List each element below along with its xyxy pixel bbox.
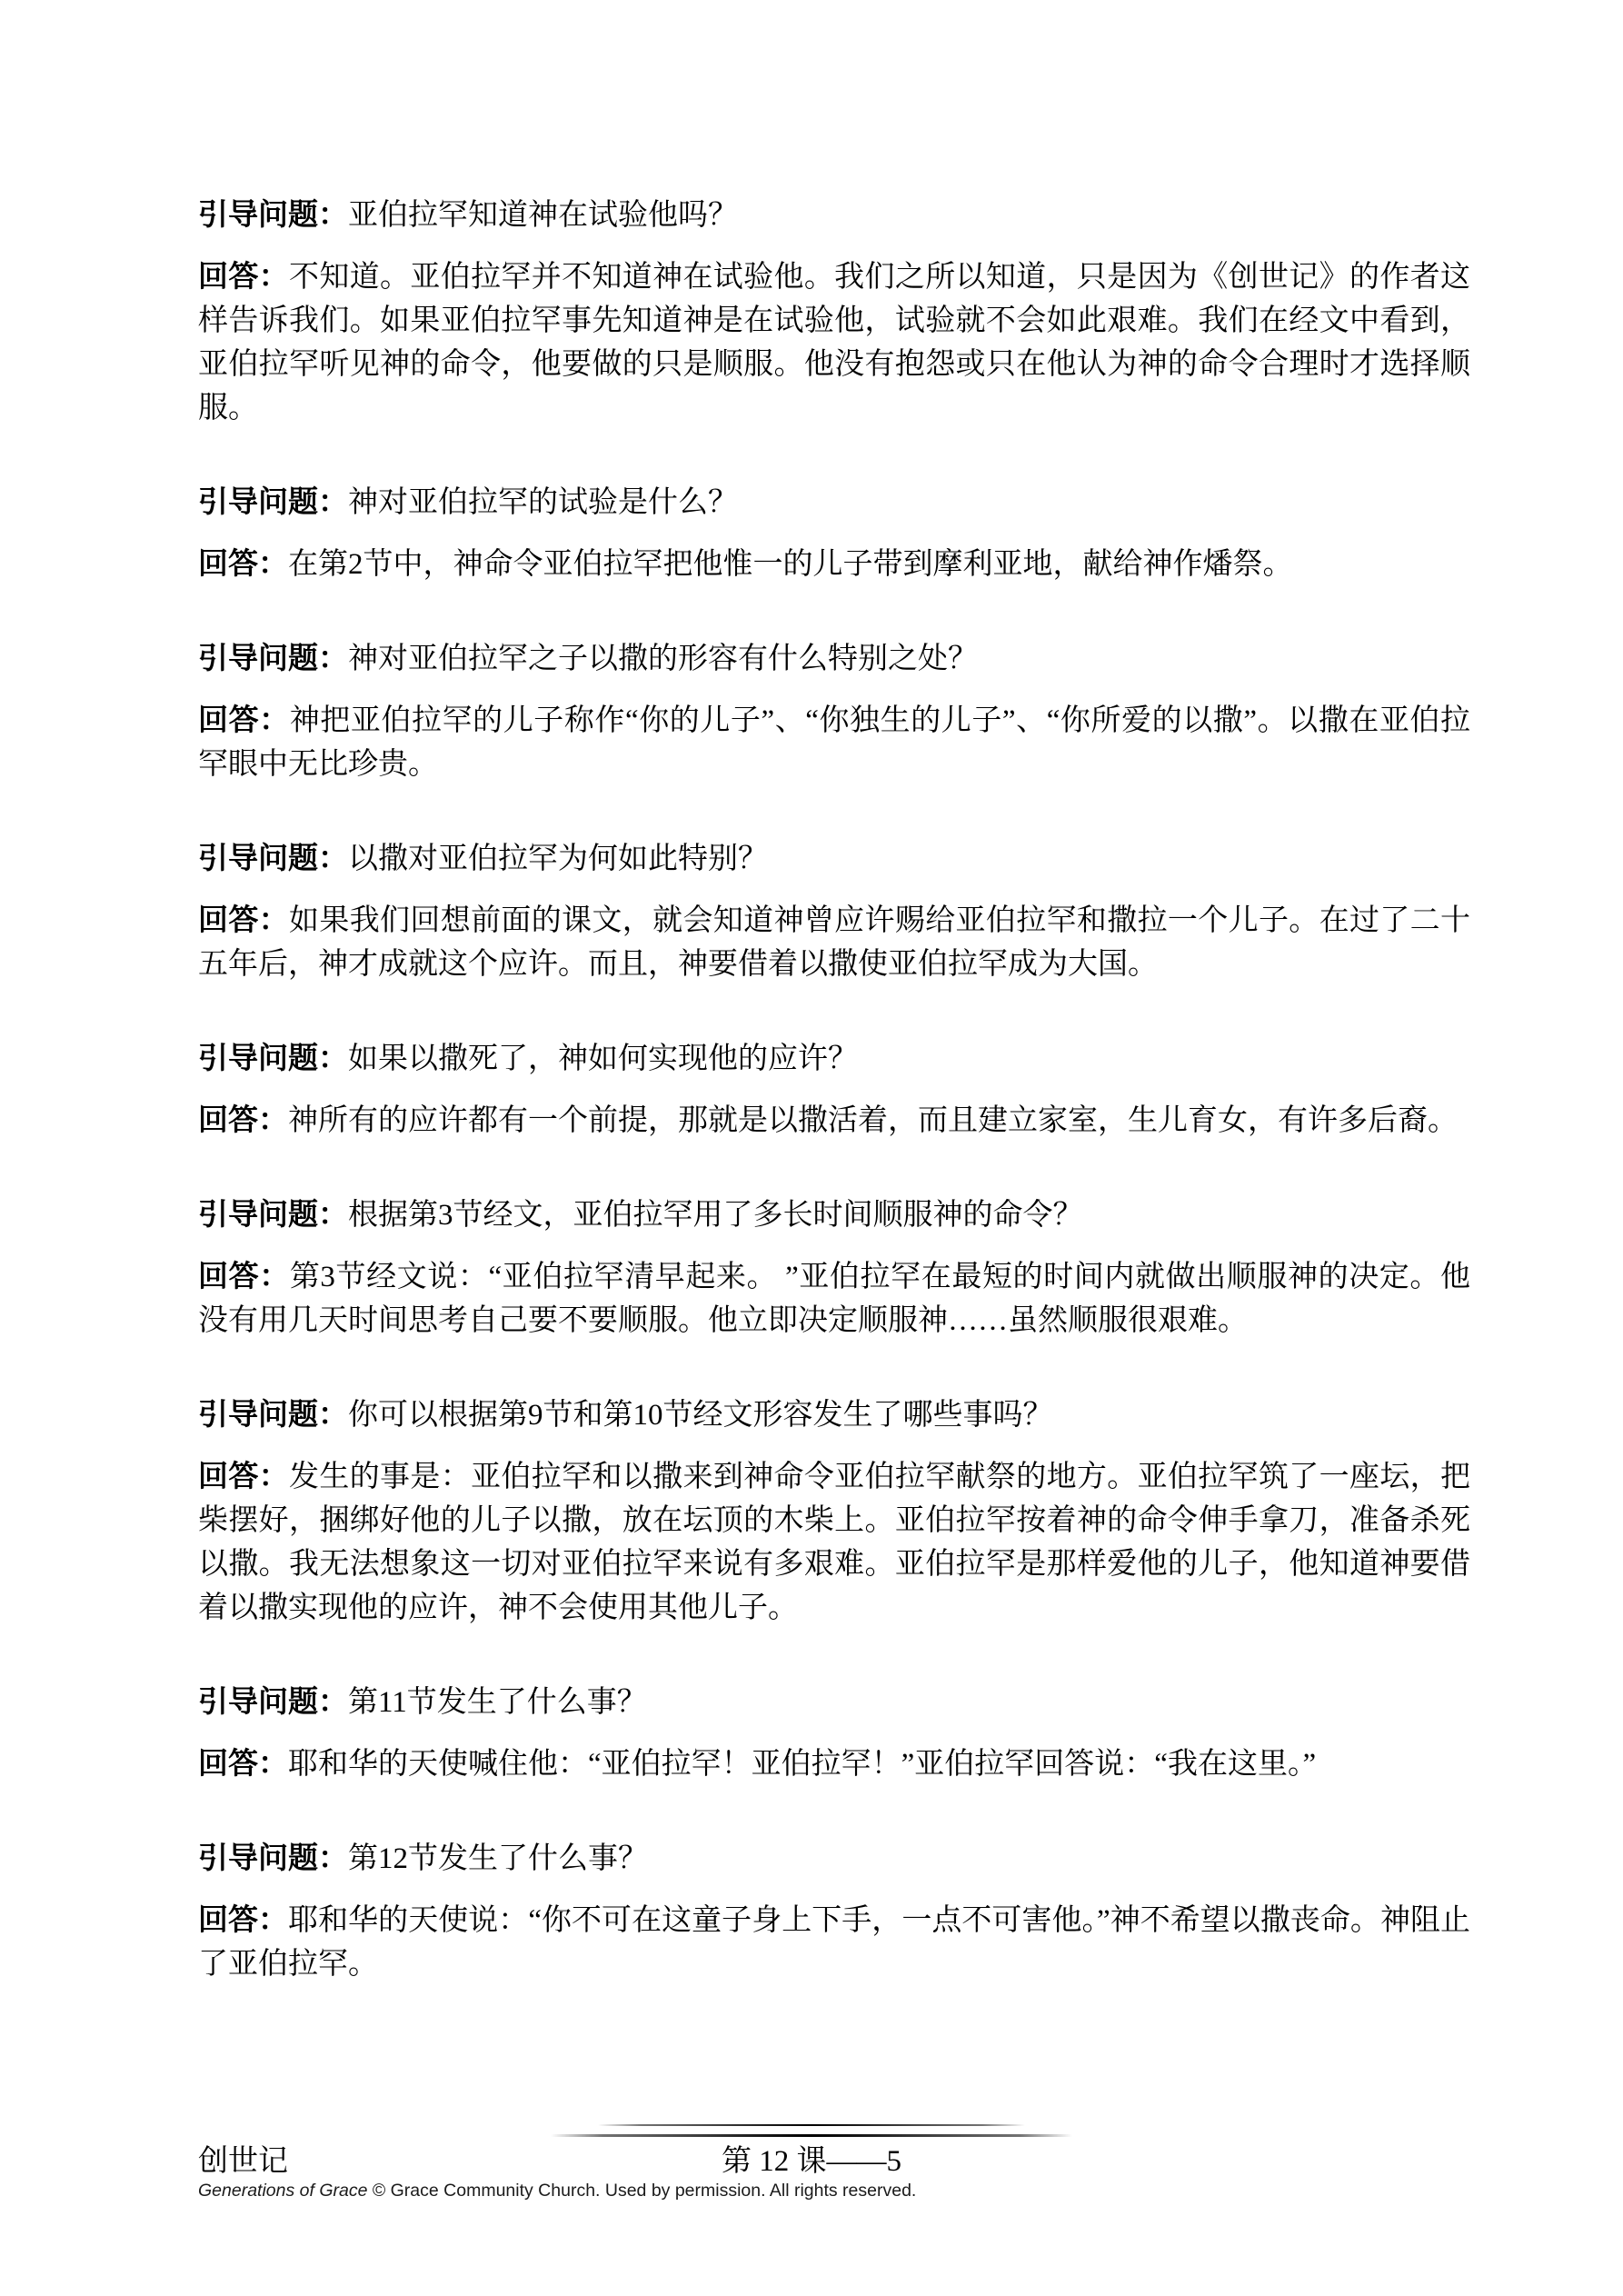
answer xyxy=(198,255,1470,430)
guiding-question xyxy=(198,1393,1470,1437)
answer xyxy=(198,1255,1470,1343)
footer-divider-top-line xyxy=(598,2124,1025,2126)
answer xyxy=(198,1742,1470,1786)
answer xyxy=(198,899,1470,986)
answer xyxy=(198,1899,1470,1986)
answer-label: 回答： xyxy=(198,904,290,937)
footer-copyright-text: © Grace Community Church. Used by permission. All rights reserved. xyxy=(367,2181,917,2201)
answer-label: 回答： xyxy=(198,1461,290,1493)
question-text: 第12节发生了什么事？ xyxy=(348,1842,648,1875)
question-label: 引导问题： xyxy=(198,843,348,875)
answer-label: 回答： xyxy=(198,1104,288,1137)
footer-divider-bottom-line xyxy=(551,2134,1072,2137)
qa-content xyxy=(198,194,1470,2037)
qa-block xyxy=(198,1681,1470,1786)
question-label: 引导问题： xyxy=(198,199,348,232)
guiding-question xyxy=(198,481,1470,524)
question-text: 如果以撒死了，神如何实现他的应许？ xyxy=(348,1043,858,1075)
question-text: 以撒对亚伯拉罕为何如此特别？ xyxy=(348,843,768,875)
answer-text: 耶和华的天使说：“你不可在这童子身上下手，一点不可害他。”神不希望以撒丧命。神阻止了亚伯拉罕。 xyxy=(198,1904,1471,1981)
qa-block xyxy=(198,194,1470,430)
answer-label: 回答： xyxy=(198,1748,288,1781)
question-label: 引导问题： xyxy=(198,1199,348,1232)
answer-label: 回答： xyxy=(198,1261,290,1293)
guiding-question xyxy=(198,1837,1470,1881)
answer-text: 耶和华的天使喊住他：“亚伯拉罕！亚伯拉罕！”亚伯拉罕回答说：“我在这里。” xyxy=(288,1748,1317,1781)
answer-text: 发生的事是：亚伯拉罕和以撒来到神命令亚伯拉罕献祭的地方。亚伯拉罕筑了一座坛，把柴摆好，捆绑好他的儿子以撒，放在坛顶的木柴上。亚伯拉罕按着神的命令伸手拿刀，准备杀死以撒。我无法想象这一切对亚伯拉罕来说有多艰难。亚伯拉罕是那样爱他的儿子，他知道神要借着以撒实现他的应许，神不会使用其他儿子。 xyxy=(198,1461,1471,1624)
question-label: 引导问题： xyxy=(198,1686,348,1719)
answer xyxy=(198,1455,1470,1630)
footer-book-title: 创世记 xyxy=(198,2145,288,2178)
question-text: 亚伯拉罕知道神在试验他吗？ xyxy=(348,199,738,232)
question-label: 引导问题： xyxy=(198,1842,348,1875)
qa-block xyxy=(198,1193,1470,1343)
guiding-question xyxy=(198,194,1470,237)
question-label: 引导问题： xyxy=(198,1399,348,1432)
footer-copyright xyxy=(198,2180,916,2201)
question-text: 神对亚伯拉罕之子以撒的形容有什么特别之处？ xyxy=(348,643,978,675)
qa-block xyxy=(198,1393,1470,1630)
answer-text: 如果我们回想前面的课文，就会知道神曾应许赐给亚伯拉罕和撒拉一个儿子。在过了二十五年后，神才成就这个应许。而且，神要借着以撒使亚伯拉罕成为大国。 xyxy=(198,904,1471,981)
question-text: 神对亚伯拉罕的试验是什么？ xyxy=(348,486,738,519)
question-label: 引导问题： xyxy=(198,486,348,519)
question-text: 你可以根据第9节和第10节经文形容发生了哪些事吗？ xyxy=(348,1399,1053,1432)
answer xyxy=(198,543,1470,586)
answer-text: 神所有的应许都有一个前提，那就是以撒活着，而且建立家室，生儿育女，有许多后裔。 xyxy=(288,1104,1458,1137)
guiding-question xyxy=(198,1681,1470,1724)
guiding-question xyxy=(198,837,1470,881)
answer-text: 神把亚伯拉罕的儿子称作“你的儿子”、“你独生的儿子”、“你所爱的以撒”。以撒在亚伯拉罕眼中无比珍贵。 xyxy=(198,704,1470,781)
qa-block xyxy=(198,1837,1470,1986)
question-text: 第11节发生了什么事？ xyxy=(348,1686,647,1719)
guiding-question xyxy=(198,1037,1470,1081)
answer-text: 第3节经文说：“亚伯拉罕清早起来。 ”亚伯拉罕在最短的时间内就做出顺服神的决定。他没有用几天时间思考自己要不要顺服。他立即决定顺服神……虽然顺服很艰难。 xyxy=(198,1261,1470,1337)
answer xyxy=(198,1099,1470,1143)
qa-block xyxy=(198,837,1470,986)
answer-label: 回答： xyxy=(198,261,290,294)
qa-block xyxy=(198,1037,1470,1143)
qa-block xyxy=(198,637,1470,786)
footer-page-label: 第 12 课——5 xyxy=(722,2145,901,2178)
answer-label: 回答： xyxy=(198,1904,289,1937)
answer-text: 在第2节中，神命令亚伯拉罕把他惟一的儿子带到摩利亚地，献给神作燔祭。 xyxy=(288,548,1293,581)
guiding-question xyxy=(198,637,1470,681)
question-label: 引导问题： xyxy=(198,1043,348,1075)
answer-label: 回答： xyxy=(198,704,290,737)
question-label: 引导问题： xyxy=(198,643,348,675)
footer-copyright-source: Generations of Grace xyxy=(198,2181,368,2201)
answer-text: 不知道。亚伯拉罕并不知道神在试验他。我们之所以知道，只是因为《创世记》的作者这样告诉我们。如果亚伯拉罕事先知道神是在试验他，试验就不会如此艰难。我们在经文中看到，亚伯拉罕听见神的命令，他要做的只是顺服。他没有抱怨或只在他认为神的命令合理时才选择顺服。 xyxy=(198,261,1471,424)
answer-label: 回答： xyxy=(198,548,288,581)
answer xyxy=(198,699,1470,786)
question-text: 根据第3节经文，亚伯拉罕用了多长时间顺服神的命令？ xyxy=(348,1199,1083,1232)
guiding-question xyxy=(198,1193,1470,1237)
qa-block xyxy=(198,481,1470,586)
